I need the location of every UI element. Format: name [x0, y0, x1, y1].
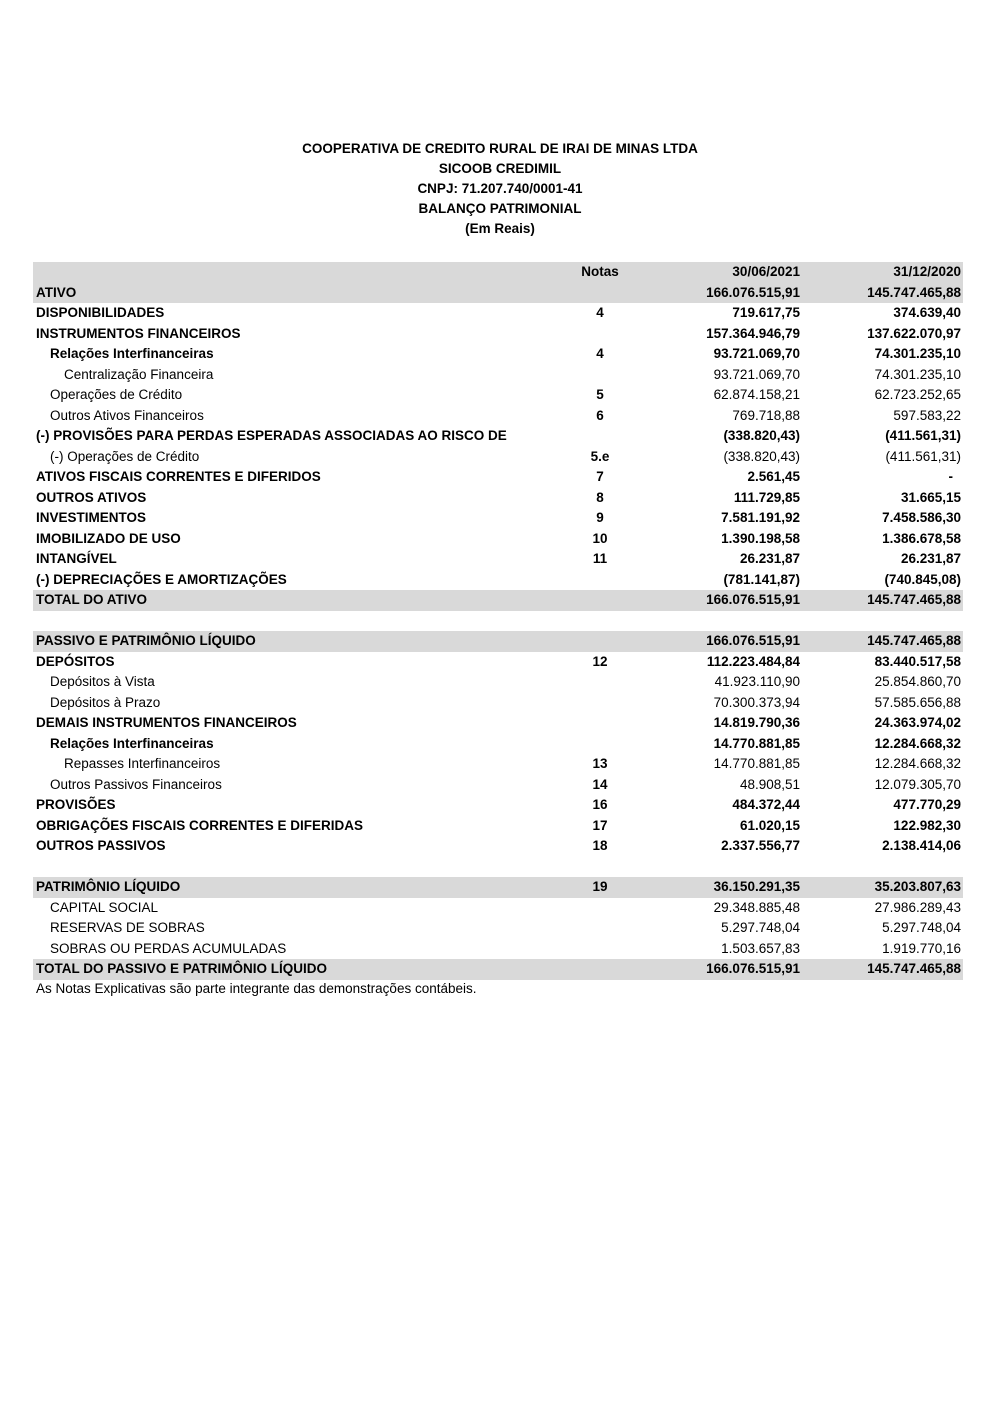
row-nota: 8: [596, 489, 604, 505]
row-label: IMOBILIZADO DE USO: [36, 530, 181, 546]
row-label: DEPÓSITOS: [36, 653, 115, 669]
row-value-2021: 62.874.158,21: [713, 387, 800, 402]
row-value-2020: 25.854.860,70: [874, 674, 961, 689]
row-nota: 17: [592, 817, 608, 833]
row-label: Depósitos à Vista: [50, 674, 155, 689]
report-title: BALANÇO PATRIMONIAL: [418, 201, 582, 216]
row-label: (-) Operações de Crédito: [50, 448, 200, 464]
row-value-2021: 36.150.291,35: [713, 879, 800, 894]
table-row: [33, 672, 963, 693]
table-row: [33, 877, 963, 898]
row-value-2021: 769.718,88: [732, 407, 800, 423]
row-value-2020: (411.561,31): [885, 448, 961, 464]
row-nota: [560, 426, 640, 447]
row-nota: [560, 918, 640, 939]
row-label: TOTAL DO PASSIVO E PATRIMÔNIO LÍQUIDO: [36, 961, 328, 976]
cnpj: CNPJ: 71.207.740/0001-41: [417, 181, 583, 196]
table-header-row: [33, 262, 963, 283]
company-name: COOPERATIVA DE CREDITO RURAL DE IRAI DE MINAS LTDA: [302, 141, 698, 156]
row-nota: 6: [596, 407, 604, 423]
row-value-2021: 14.770.881,85: [713, 735, 800, 751]
table-row: [33, 365, 963, 386]
row-value-2021: 29.348.885,48: [713, 899, 800, 915]
table-row: [33, 426, 963, 447]
row-value-2020: 145.747.465,88: [867, 633, 961, 648]
table-row: [33, 529, 963, 550]
row-label: Repasses Interfinanceiros: [64, 756, 221, 771]
row-value-2020: (740.845,08): [884, 571, 961, 587]
row-label: PATRIMÔNIO LÍQUIDO: [36, 879, 181, 894]
row-label: OBRIGAÇÕES FISCAIS CORRENTES E DIFERIDAS: [36, 817, 364, 833]
row-value-2020: 145.747.465,88: [867, 961, 961, 976]
row-value-2020: 597.583,22: [893, 407, 961, 423]
table-row: [33, 939, 963, 960]
table-row: [33, 303, 963, 324]
spacer-row: [33, 857, 963, 878]
table-row: [33, 488, 963, 509]
row-nota: 12: [592, 653, 608, 669]
row-nota: [560, 324, 640, 345]
row-value-2021: 719.617,75: [732, 305, 800, 320]
row-label: Centralização Financeira: [64, 366, 214, 382]
row-value-2021: 166.076.515,91: [706, 633, 800, 648]
table-row: [33, 959, 963, 980]
row-label: INSTRUMENTOS FINANCEIROS: [36, 325, 241, 341]
row-value-2021: (338.820,43): [723, 448, 800, 464]
row-label: ATIVOS FISCAIS CORRENTES E DIFERIDOS: [36, 469, 321, 484]
row-nota: 11: [592, 551, 608, 566]
row-nota: 16: [592, 797, 608, 812]
row-value-2020: 31.665,15: [900, 489, 961, 505]
row-label: DEMAIS INSTRUMENTOS FINANCEIROS: [36, 715, 297, 730]
row-label: CAPITAL SOCIAL: [50, 899, 159, 915]
balance-table-body: [33, 283, 963, 980]
table-row: [33, 406, 963, 427]
row-value-2021: 112.223.484,84: [706, 653, 800, 669]
row-label: Relações Interfinanceiras: [50, 735, 214, 751]
row-nota: [560, 939, 640, 960]
row-nota: 5.e: [590, 448, 610, 464]
row-value-2020: 1.386.678,58: [882, 530, 961, 546]
row-value-2021: 166.076.515,91: [706, 961, 800, 976]
row-value-2020: 7.458.586,30: [882, 510, 961, 525]
table-row: [33, 795, 963, 816]
table-row: [33, 775, 963, 796]
row-value-2021: 1.390.198,58: [721, 530, 800, 546]
row-label: ATIVO: [36, 284, 77, 300]
row-value-2021: 70.300.373,94: [713, 694, 800, 710]
row-value-2021: 48.908,51: [739, 776, 800, 792]
row-label: RESERVAS DE SOBRAS: [50, 920, 205, 935]
row-nota: 13: [592, 756, 608, 771]
row-value-2020: 12.079.305,70: [874, 776, 961, 792]
row-nota: [560, 734, 640, 755]
explanatory-note: As Notas Explicativas são parte integrante das demonstrações contábeis.: [36, 981, 477, 996]
currency-note: (Em Reais): [465, 221, 535, 236]
row-value-2020: 137.622.070,97: [867, 325, 961, 341]
row-label: (-) DEPRECIAÇÕES E AMORTIZAÇÕES: [36, 571, 287, 587]
brand-name: SICOOB CREDIMIL: [438, 161, 562, 176]
row-label: PASSIVO E PATRIMÔNIO LÍQUIDO: [36, 633, 256, 648]
document-header: [0, 139, 1000, 239]
row-nota: 18: [592, 838, 608, 853]
spacer-row: [33, 611, 963, 632]
row-value-2021: 1.503.657,83: [721, 940, 800, 956]
table-row: [33, 344, 963, 365]
row-nota: 4: [596, 305, 604, 320]
row-value-2021: 2.561,45: [747, 469, 800, 484]
row-value-2020: 145.747.465,88: [867, 592, 961, 607]
table-row: [33, 898, 963, 919]
row-value-2020: 83.440.517,58: [874, 653, 961, 669]
table-row: [33, 918, 963, 939]
row-nota: 19: [592, 879, 608, 894]
col-header-notas: Notas: [581, 264, 619, 279]
row-nota: [560, 631, 640, 652]
row-label: Operações de Crédito: [50, 387, 183, 402]
row-label: Depósitos à Prazo: [50, 694, 161, 710]
row-nota: [560, 365, 640, 386]
row-label: OUTROS PASSIVOS: [36, 838, 166, 853]
table-row: [33, 385, 963, 406]
row-value-2020: 24.363.974,02: [874, 715, 961, 730]
row-value-2021: 14.770.881,85: [713, 756, 800, 771]
row-value-2021: 41.923.110,90: [714, 674, 800, 689]
row-nota: [560, 713, 640, 734]
col-header-2020: 31/12/2020: [893, 264, 961, 279]
row-value-2020: 477.770,29: [893, 797, 961, 812]
row-value-2020: 74.301.235,10: [874, 346, 961, 361]
table-row: [33, 734, 963, 755]
table-row: [33, 447, 963, 468]
row-value-2021: 111.729,85: [733, 489, 800, 505]
row-value-2020: 145.747.465,88: [867, 284, 961, 300]
balance-table: [33, 262, 963, 980]
row-nota: 10: [592, 530, 608, 546]
row-value-2021: 14.819.790,36: [713, 715, 800, 730]
table-row: [33, 713, 963, 734]
row-value-2020: 62.723.252,65: [874, 387, 961, 402]
row-value-2020: 1.919.770,16: [882, 940, 961, 956]
table-row: [33, 816, 963, 837]
row-value-2021: 5.297.748,04: [721, 920, 800, 935]
row-value-2020: 74.301.235,10: [874, 366, 961, 382]
row-nota: 14: [592, 776, 608, 792]
row-value-2021: 157.364.946,79: [706, 325, 800, 341]
row-label: INVESTIMENTOS: [36, 510, 147, 525]
row-value-2021: 7.581.191,92: [721, 510, 800, 525]
row-value-2020: 27.986.289,43: [874, 899, 961, 915]
table-row: [33, 836, 963, 857]
row-value-2020: -: [948, 469, 953, 484]
row-label: INTANGÍVEL: [36, 551, 117, 566]
row-value-2021: 93.721.069,70: [713, 366, 800, 382]
row-label: Relações Interfinanceiras: [50, 346, 214, 361]
table-row: [33, 467, 963, 488]
row-label: TOTAL DO ATIVO: [36, 592, 147, 607]
row-value-2020: 12.284.668,32: [874, 735, 961, 751]
table-row: [33, 754, 963, 775]
col-header-2021: 30/06/2021: [732, 264, 800, 279]
row-value-2021: 93.721.069,70: [713, 346, 800, 361]
row-value-2021: 61.020,15: [739, 817, 800, 833]
row-value-2020: (411.561,31): [885, 428, 961, 443]
row-value-2020: 2.138.414,06: [882, 838, 961, 853]
row-label: PROVISÕES: [36, 797, 116, 812]
row-value-2021: 166.076.515,91: [706, 592, 800, 607]
row-nota: [560, 570, 640, 591]
row-value-2020: 12.284.668,32: [874, 756, 961, 771]
row-value-2021: 484.372,44: [732, 797, 800, 812]
row-nota: [560, 672, 640, 693]
row-value-2021: 26.231,87: [739, 551, 800, 566]
table-row: [33, 549, 963, 570]
row-value-2021: 166.076.515,91: [706, 284, 800, 300]
row-nota: 4: [596, 346, 604, 361]
row-nota: [560, 898, 640, 919]
row-label: (-) PROVISÕES PARA PERDAS ESPERADAS ASSOCIADAS AO RISCO DE: [36, 428, 507, 443]
row-value-2020: 35.203.807,63: [874, 879, 961, 894]
row-label: Outros Passivos Financeiros: [50, 776, 222, 792]
table-row: [33, 693, 963, 714]
row-value-2020: 57.585.656,88: [874, 694, 961, 710]
table-row: [33, 652, 963, 673]
row-value-2021: 2.337.556,77: [721, 838, 800, 853]
row-nota: 5: [596, 387, 604, 402]
row-value-2020: 122.982,30: [893, 817, 961, 833]
table-row: [33, 590, 963, 611]
row-label: SOBRAS OU PERDAS ACUMULADAS: [50, 940, 287, 956]
row-value-2020: 374.639,40: [893, 305, 961, 320]
row-nota: 9: [596, 510, 604, 525]
row-nota: [560, 590, 640, 611]
table-row: [33, 508, 963, 529]
row-value-2021: (338.820,43): [723, 428, 800, 443]
row-label: OUTROS ATIVOS: [36, 489, 147, 505]
table-row: [33, 324, 963, 345]
row-label: Outros Ativos Financeiros: [50, 407, 204, 423]
row-nota: [560, 693, 640, 714]
row-label: DISPONIBILIDADES: [36, 305, 165, 320]
row-value-2021: (781.141,87): [723, 571, 800, 587]
table-row: [33, 631, 963, 652]
row-value-2020: 26.231,87: [900, 551, 961, 566]
table-row: [33, 570, 963, 591]
row-nota: 7: [596, 469, 604, 484]
row-nota: [560, 283, 640, 304]
col-header-empty: [33, 262, 560, 283]
row-value-2020: 5.297.748,04: [882, 920, 961, 935]
table-row: [33, 283, 963, 304]
row-nota: [560, 959, 640, 980]
